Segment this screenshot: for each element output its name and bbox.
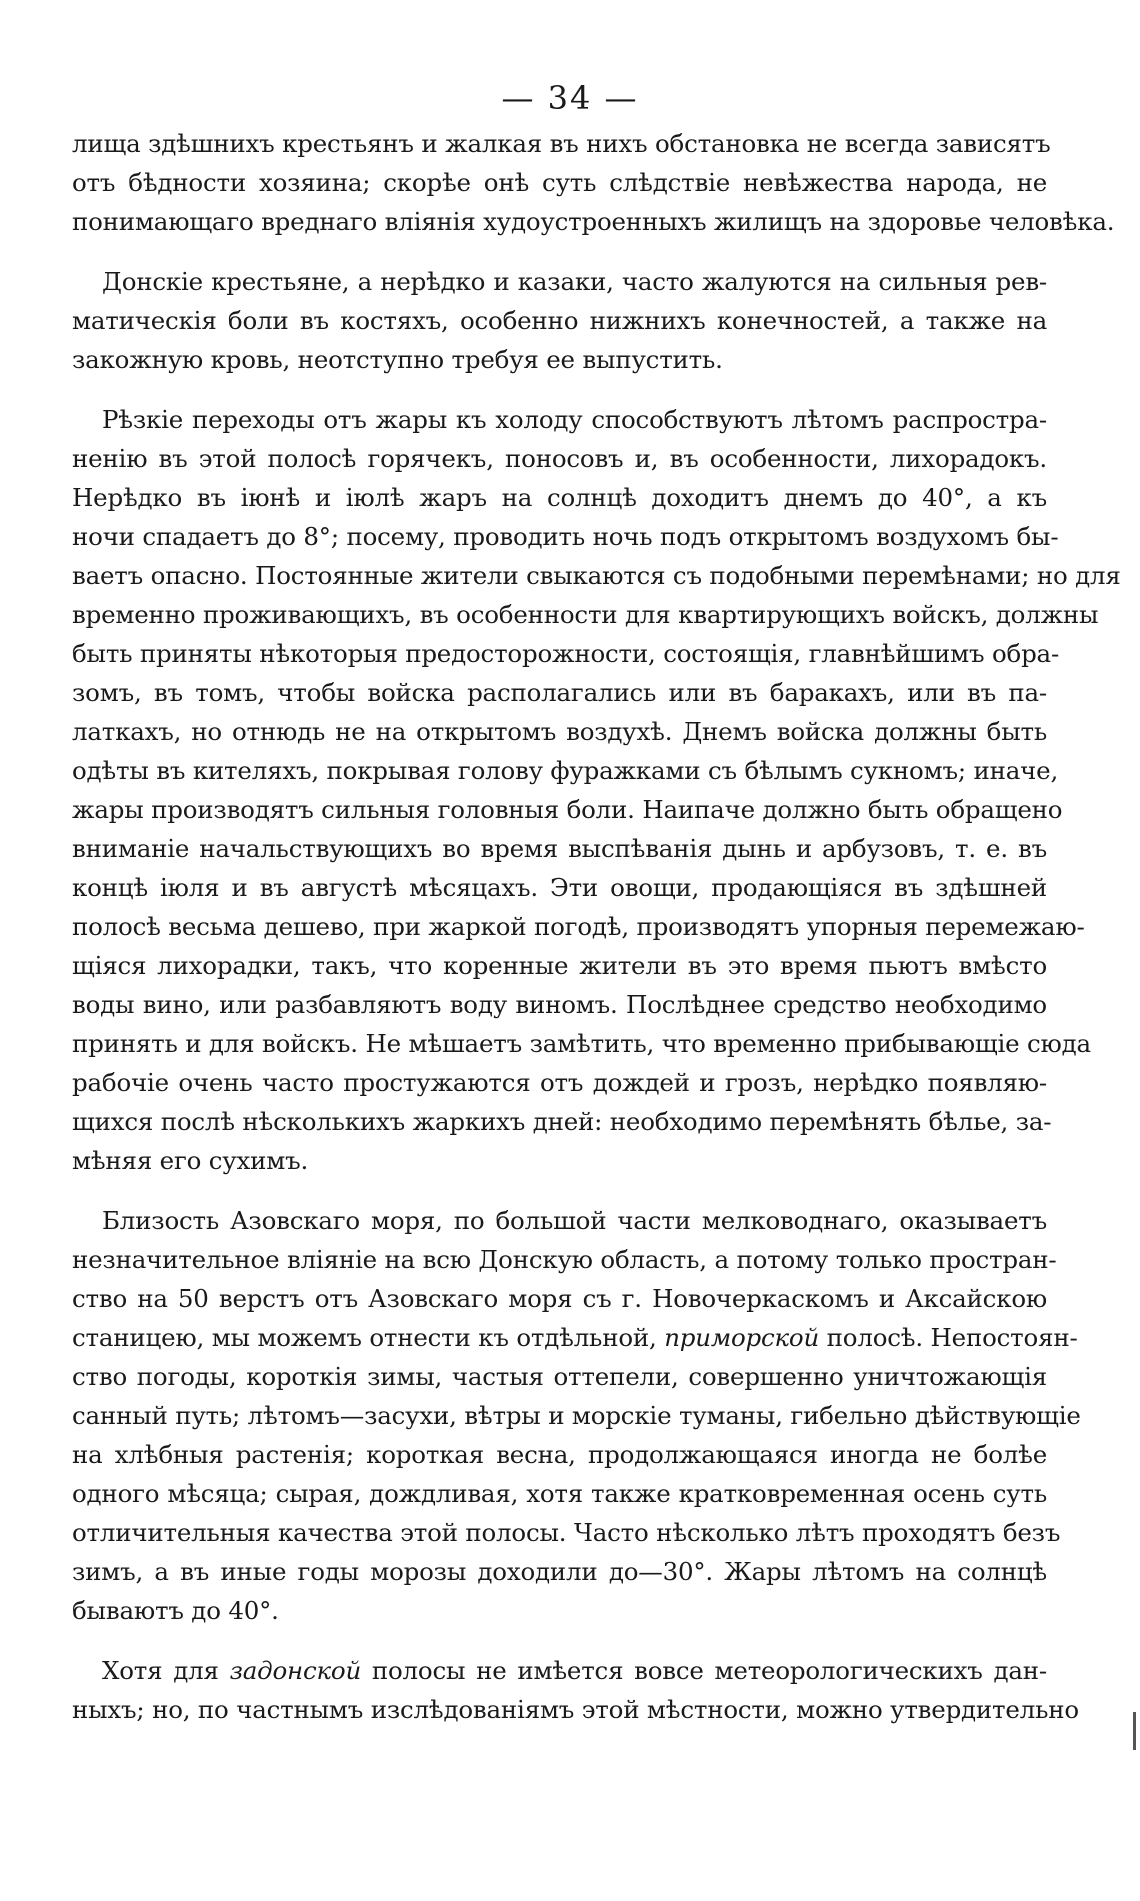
- paragraph-gap: [72, 379, 1047, 400]
- text-line: отъ бѣдности хозяина; скорѣе онѣ суть слѣдствіе невѣжества народа, не: [72, 168, 1047, 197]
- text-line: Нерѣдко въ іюнѣ и іюлѣ жаръ на солнцѣ доходитъ днемъ до 40°, а къ: [72, 483, 1047, 512]
- paragraph-gap: [72, 241, 1047, 262]
- text-line: одѣты въ кителяхъ, покрывая голову фуражками съ бѣлымъ сукномъ; иначе,: [72, 756, 1059, 785]
- paragraph: [72, 1201, 1081, 1630]
- text-line: щихся послѣ нѣсколькихъ жаркихъ дней: необходимо перемѣнять бѣлье, за-: [72, 1107, 1052, 1136]
- text-line: понимающаго вреднаго вліянія худоустроенныхъ жилищъ на здоровье человѣка.: [72, 207, 1115, 236]
- text-line: Близость Азовскаго моря, по большой части мелководнаго, оказываетъ: [102, 1206, 1047, 1235]
- italic-term: задонской: [229, 1656, 362, 1685]
- text-line: латкахъ, но отнюдь не на открытомъ воздухѣ. Днемъ войска должны быть: [72, 717, 1047, 746]
- text-line: Хотя для задонской полосы не имѣется вовсе метеорологическихъ дан-: [102, 1656, 1047, 1685]
- text-line: бываютъ до 40°.: [72, 1596, 279, 1625]
- text-line: зимъ, а въ иные годы морозы доходили до—30°. Жары лѣтомъ на солнцѣ: [72, 1557, 1047, 1586]
- text-line: вниманіе начальствующихъ во время выспѣванія дынь и арбузовъ, т. е. въ: [72, 834, 1047, 863]
- text-line: ныхъ; но, по частнымъ изслѣдованіямъ этой мѣстности, можно утвердительно: [72, 1695, 1079, 1724]
- paragraph: [72, 1651, 1079, 1729]
- text-line: матическія боли въ костяхъ, особенно нижнихъ конечностей, а также на: [72, 306, 1047, 335]
- text-line: концѣ іюля и въ августѣ мѣсяцахъ. Эти овощи, продающіяся въ здѣшней: [72, 873, 1047, 902]
- text-line: ненію въ этой полосѣ горячекъ, поносовъ и, въ особенности, лихорадокъ.: [72, 444, 1047, 473]
- text-line: незначительное вліяніе на всю Донскую область, а потому только простран-: [72, 1245, 1057, 1274]
- text-line: закожную кровь, неотступно требуя ее выпустить.: [72, 345, 723, 374]
- paragraph-gap: [72, 1180, 1047, 1201]
- margin-mark: [1133, 1712, 1136, 1750]
- text-line: зомъ, въ томъ, чтобы войска располагались или въ баракахъ, или въ па-: [72, 678, 1047, 707]
- text-line: принять и для войскъ. Не мѣшаетъ замѣтить, что временно прибывающіе сюда: [72, 1029, 1091, 1058]
- text-line: временно проживающихъ, въ особенности для квартирующихъ войскъ, должны: [72, 600, 1099, 629]
- page-number: — 34 —: [501, 79, 639, 117]
- text-line: полосѣ весьма дешево, при жаркой погодѣ, производятъ упорныя перемежаю-: [72, 912, 1085, 941]
- text-line: мѣняя его сухимъ.: [72, 1146, 309, 1175]
- paragraph-gap: [72, 1630, 1047, 1651]
- text-line: рабочіе очень часто простужаются отъ дождей и грозъ, нерѣдко появляю-: [72, 1068, 1047, 1097]
- text-line: ство погоды, короткія зимы, частыя оттепели, совершенно уничтожающія: [72, 1362, 1047, 1391]
- text-line: лища здѣшнихъ крестьянъ и жалкая въ нихъ обстановка не всегда зависятъ: [72, 129, 1051, 158]
- text-line: на хлѣбныя растенія; короткая весна, продолжающаяся иногда не болѣе: [72, 1440, 1047, 1469]
- text-line: жары производятъ сильныя головныя боли. Наипаче должно быть обращено: [72, 795, 1063, 824]
- text-line: Донскіе крестьяне, а нерѣдко и казаки, часто жалуются на сильныя рев-: [102, 267, 1047, 296]
- body-text: [72, 124, 1121, 1729]
- text-line: санный путь; лѣтомъ—засухи, вѣтры и морскіе туманы, гибельно дѣйствующіе: [72, 1401, 1081, 1430]
- text-line: ство на 50 верстъ отъ Азовскаго моря съ г. Новочеркаскомъ и Аксайскою: [72, 1284, 1047, 1313]
- text-line: одного мѣсяца; сырая, дождливая, хотя также кратковременная осень суть: [72, 1479, 1047, 1508]
- text-line: отличительныя качества этой полосы. Часто нѣсколько лѣтъ проходятъ безъ: [72, 1518, 1061, 1547]
- paragraph: [72, 262, 1047, 379]
- text-line: быть приняты нѣкоторыя предосторожности, состоящія, главнѣйшимъ обра-: [72, 639, 1060, 668]
- text-line: воды вино, или разбавляютъ воду виномъ. Послѣднее средство необходимо: [72, 990, 1047, 1019]
- text-line: щіяся лихорадки, такъ, что коренные жители въ это время пьютъ вмѣсто: [72, 951, 1047, 980]
- text-line: станицею, мы можемъ отнести къ отдѣльной, приморской полосѣ. Непостоян-: [72, 1323, 1078, 1352]
- italic-term: приморской: [664, 1323, 820, 1352]
- text-line: ваетъ опасно. Постоянные жители свыкаются съ подобными перемѣнами; но для: [72, 561, 1121, 590]
- text-line: ночи спадаетъ до 8°; посему, проводить ночь подъ открытомъ воздухомъ бы-: [72, 522, 1059, 551]
- paragraph: [72, 400, 1121, 1180]
- paragraph: [72, 124, 1115, 241]
- text-line: Рѣзкіе переходы отъ жары къ холоду способствуютъ лѣтомъ распростра-: [102, 405, 1047, 434]
